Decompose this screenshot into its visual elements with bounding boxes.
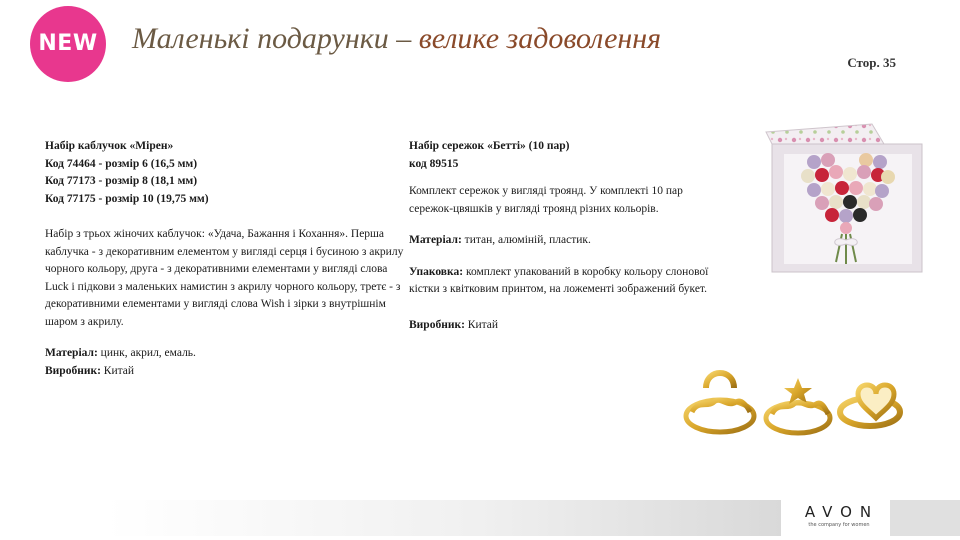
- avon-logo: [792, 503, 886, 528]
- rings-material-value: цинк, акрил, емаль.: [97, 347, 196, 359]
- rings-code-1: Код 74464 - розмір 6 (16,5 мм): [45, 157, 198, 170]
- avon-brand: AVON: [804, 503, 880, 521]
- earrings-product-name: Набір сережок «Бетті» (10 пар): [409, 140, 570, 152]
- rings-set-image: [680, 368, 915, 443]
- earrings-description: Комплект сережок у вигляді троянд. У комплекті 10 пар сережок-цвяшків у вигляді троянд різних кольорів.: [409, 185, 683, 215]
- title-main: Маленькі подарунки –: [132, 22, 419, 55]
- title-accent: велике задоволення: [418, 22, 662, 55]
- earrings-maker-label: Виробник:: [409, 318, 465, 331]
- footer-right-block: [890, 500, 960, 536]
- earrings-maker-value: Китай: [464, 318, 499, 331]
- earrings-gift-box-image: [762, 122, 930, 277]
- earrings-product-block: [409, 138, 729, 334]
- wish-ring-icon: [766, 378, 830, 433]
- rings-material: [45, 345, 405, 363]
- rings-product-name: Набір каблучок «Мірен»: [45, 140, 174, 152]
- earrings-maker: [409, 317, 729, 335]
- rings-maker-label: Виробник:: [45, 364, 101, 377]
- rings-material-label: Матеріал:: [45, 347, 98, 359]
- earrings-package: [409, 264, 729, 299]
- rings-maker-value: Китай: [100, 364, 135, 377]
- earrings-material: [409, 232, 729, 250]
- heart-ring-icon: [840, 385, 900, 426]
- luck-ring-icon: [686, 373, 754, 432]
- rings-code-2: Код 77173 - розмір 8 (18,1 мм): [45, 175, 198, 187]
- page-number: Стор. 35: [847, 55, 896, 70]
- footer-bar: [106, 500, 781, 536]
- earrings-package-label: Упаковка:: [409, 265, 464, 278]
- rings-maker: [45, 363, 405, 381]
- new-badge-label: NEW: [38, 30, 98, 56]
- earrings-material-value: титан, алюміній, пластик.: [461, 234, 591, 246]
- page-title: [132, 22, 661, 56]
- rings-code-3: Код 77175 - розмір 10 (19,75 мм): [45, 192, 209, 205]
- rings-product-block: [45, 138, 405, 380]
- rings-description: Набір з трьох жіночих каблучок: «Удача, Бажання і Кохання». Перша каблучка - з декоративним елементом у вигляді серця і бусиною з акрилу чорного кольору, друга - з декоративними елементами у вигляді слова Luck і підкови з маленьких намистин з акрилу чорного кольору, третє - з декоративними елементами у вигляді слова Wish і зірки з внутрішнім шаром з акрилу.: [45, 228, 404, 328]
- earrings-package-value: комплект упакований в коробку кольору слонової кістки з квітковим принтом, на ложементі зображений букет.: [409, 265, 709, 295]
- earrings-code: код 89515: [409, 157, 459, 170]
- earrings-material-label: Матеріал:: [409, 234, 462, 246]
- new-badge: [30, 6, 106, 82]
- avon-tagline: the company for women: [808, 522, 870, 528]
